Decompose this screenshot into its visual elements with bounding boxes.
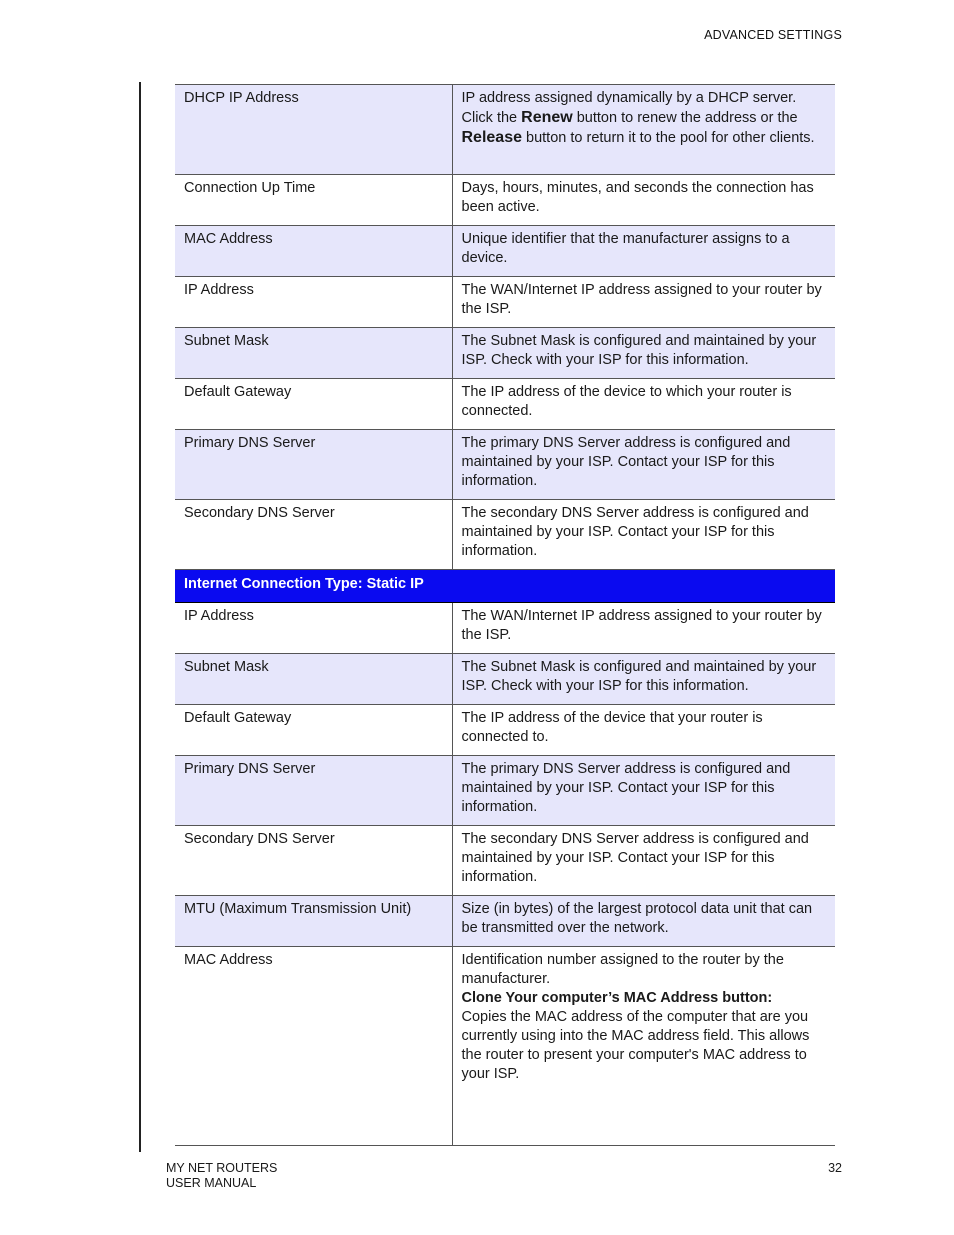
- field-description: The IP address of the device that your router is connected to.: [452, 705, 835, 756]
- table-row: [175, 226, 835, 277]
- table-row: [175, 654, 835, 705]
- section-heading-row: [175, 570, 835, 603]
- clone-mac-term: Clone Your computer’s MAC Address button:: [461, 990, 773, 1006]
- field-description: IP address assigned dynamically by a DHCP server. Click the Renew button to renew the address or the Release button to return it to the pool for other clients.: [452, 85, 835, 175]
- table-row: [175, 826, 835, 896]
- page-number: 32: [828, 1161, 842, 1175]
- field-label: IP Address: [175, 277, 452, 328]
- field-description: Identification number assigned to the router by the manufacturer. Clone Your computer’s MAC Address button: Copies the MAC address of the computer that are you currently using into the MAC address field. This allows the router to present your computer's MAC address to your ISP.: [452, 947, 835, 1146]
- footer-doc-type: USER MANUAL: [166, 1176, 257, 1190]
- field-label: Secondary DNS Server: [175, 826, 452, 896]
- table-row: [175, 85, 835, 175]
- field-label: Default Gateway: [175, 379, 452, 430]
- table-row: [175, 603, 835, 654]
- margin-rule: [139, 82, 141, 1152]
- section-heading: Internet Connection Type: Static IP: [175, 570, 835, 603]
- field-description: The WAN/Internet IP address assigned to your router by the ISP.: [452, 277, 835, 328]
- table-row: [175, 277, 835, 328]
- field-label: Default Gateway: [175, 705, 452, 756]
- footer-title: [166, 1161, 277, 1191]
- field-label: Subnet Mask: [175, 328, 452, 379]
- field-description: Size (in bytes) of the largest protocol data unit that can be transmitted over the network.: [452, 896, 835, 947]
- field-description: The secondary DNS Server address is configured and maintained by your ISP. Contact your ISP for this information.: [452, 500, 835, 570]
- table-row: [175, 379, 835, 430]
- table-row: [175, 328, 835, 379]
- field-description: The primary DNS Server address is configured and maintained by your ISP. Contact your ISP for this information.: [452, 430, 835, 500]
- field-description: The secondary DNS Server address is configured and maintained by your ISP. Contact your ISP for this information.: [452, 826, 835, 896]
- table-row: [175, 500, 835, 570]
- field-description: The WAN/Internet IP address assigned to your router by the ISP.: [452, 603, 835, 654]
- running-header: ADVANCED SETTINGS: [704, 28, 842, 42]
- field-label: Primary DNS Server: [175, 430, 452, 500]
- field-label: IP Address: [175, 603, 452, 654]
- table-row: [175, 756, 835, 826]
- release-term: Release: [461, 129, 522, 146]
- field-label: DHCP IP Address: [175, 85, 452, 175]
- footer-product: MY NET ROUTERS: [166, 1161, 278, 1175]
- table-row: [175, 947, 835, 1146]
- renew-term: Renew: [521, 109, 573, 126]
- field-description: Days, hours, minutes, and seconds the connection has been active.: [452, 175, 835, 226]
- field-description: The primary DNS Server address is configured and maintained by your ISP. Contact your ISP for this information.: [452, 756, 835, 826]
- field-label: Secondary DNS Server: [175, 500, 452, 570]
- field-description: The Subnet Mask is configured and maintained by your ISP. Check with your ISP for this information.: [452, 328, 835, 379]
- table-row: [175, 430, 835, 500]
- field-label: MAC Address: [175, 947, 452, 1146]
- table-row: [175, 705, 835, 756]
- field-label: MTU (Maximum Transmission Unit): [175, 896, 452, 947]
- field-description: The IP address of the device to which your router is connected.: [452, 379, 835, 430]
- settings-table: [175, 84, 835, 1146]
- field-description: The Subnet Mask is configured and maintained by your ISP. Check with your ISP for this information.: [452, 654, 835, 705]
- field-label: Connection Up Time: [175, 175, 452, 226]
- table-row: [175, 175, 835, 226]
- field-label: Primary DNS Server: [175, 756, 452, 826]
- field-label: Subnet Mask: [175, 654, 452, 705]
- table-row: [175, 896, 835, 947]
- field-label: MAC Address: [175, 226, 452, 277]
- field-description: Unique identifier that the manufacturer assigns to a device.: [452, 226, 835, 277]
